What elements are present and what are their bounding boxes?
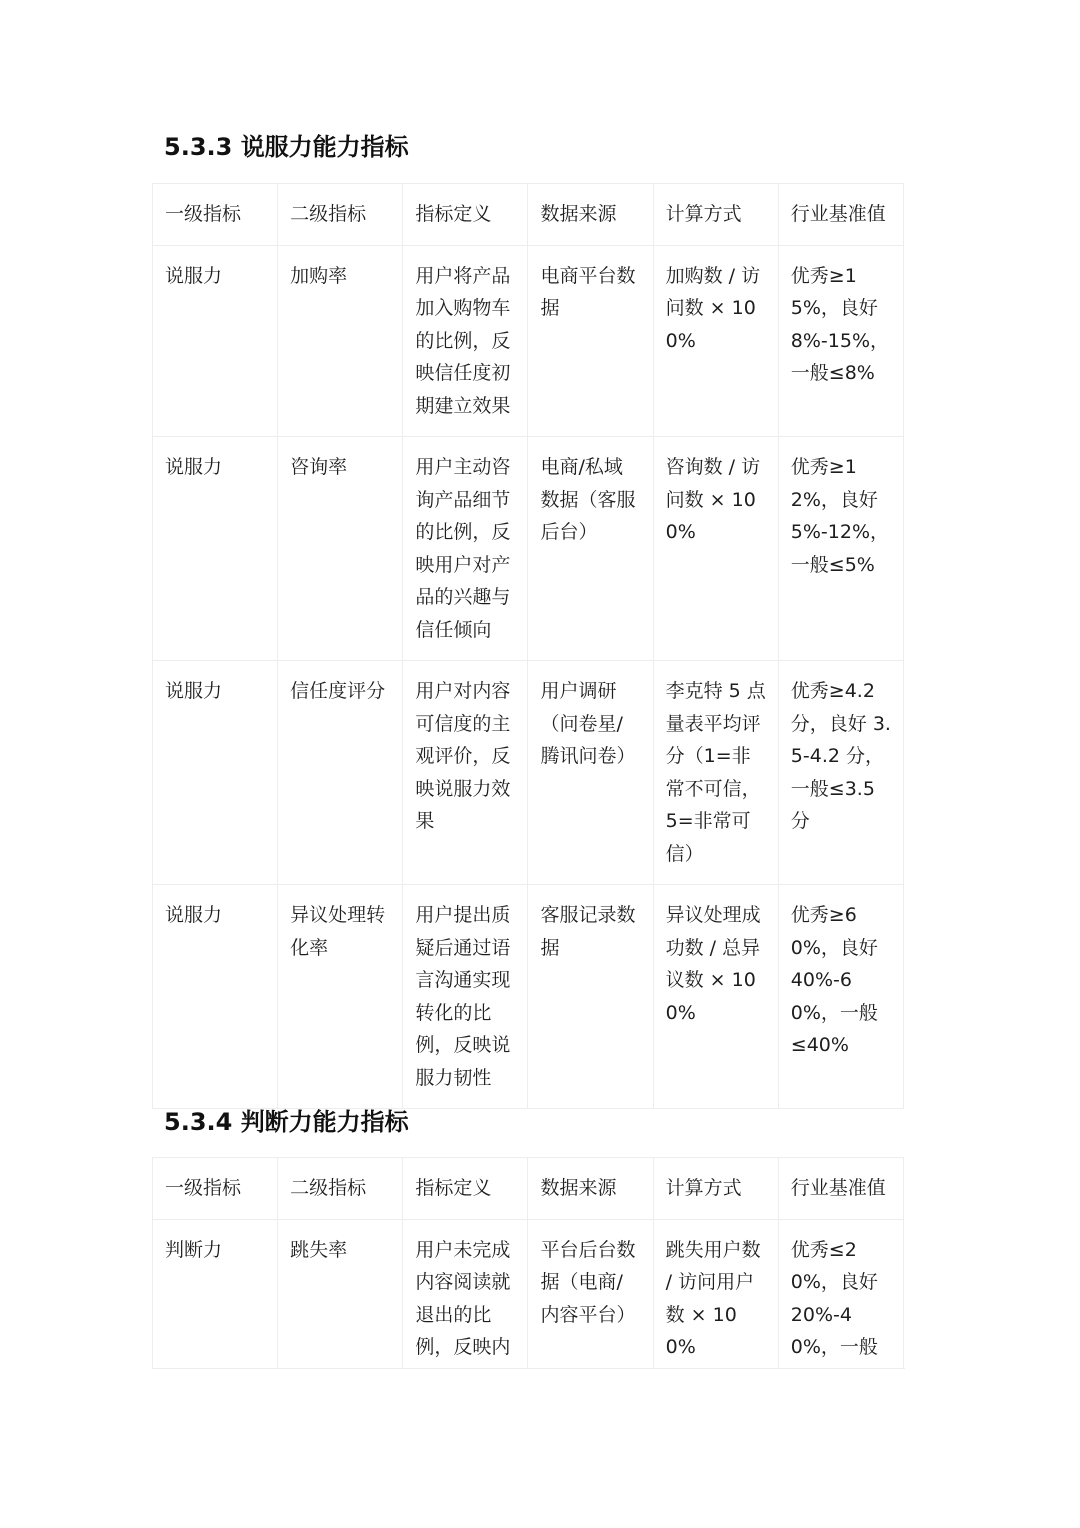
table-row — [153, 661, 904, 885]
table-cell-definition: 用户未完成内容阅读就退出的比例，反映内 — [403, 1219, 528, 1369]
table-row — [153, 437, 904, 661]
table-cell-source: 平台后台数据（电商/内容平台） — [528, 1219, 653, 1369]
table-cell-source: 客服记录数据 — [528, 885, 653, 1109]
table-cell-benchmark: 优秀≥60%，良好 40%-60%，一般≤40% — [778, 885, 903, 1109]
header-cell-level2: 二级指标 — [278, 1158, 403, 1220]
header-cell-calculation: 计算方式 — [653, 1158, 778, 1220]
section-title-judgment: 5.3.4 判断力能力指标 — [164, 1108, 409, 1136]
table-cell-calculation: 加购数 / 访问数 × 100% — [653, 245, 778, 437]
table-cell-calculation: 异议处理成功数 / 总异议数 × 100% — [653, 885, 778, 1109]
header-cell-calculation: 计算方式 — [653, 184, 778, 246]
table-cell-level2: 跳失率 — [278, 1219, 403, 1369]
table-row — [153, 885, 904, 1109]
header-cell-source: 数据来源 — [528, 184, 653, 246]
header-cell-source: 数据来源 — [528, 1158, 653, 1220]
table-row — [153, 1219, 904, 1369]
table-cell-level1: 说服力 — [153, 885, 278, 1109]
judgment-metrics-table — [152, 1157, 904, 1369]
header-cell-level2: 二级指标 — [278, 184, 403, 246]
table-cell-definition: 用户提出质疑后通过语言沟通实现转化的比例，反映说服力韧性 — [403, 885, 528, 1109]
persuasion-metrics-table — [152, 183, 904, 1109]
table-bottom-border — [152, 1368, 905, 1369]
table-cell-level2: 信任度评分 — [278, 661, 403, 885]
table-cell-calculation: 咨询数 / 访问数 × 100% — [653, 437, 778, 661]
table-cell-benchmark: 优秀≥4.2 分，良好 3.5-4.2 分，一般≤3.5 分 — [778, 661, 903, 885]
table-cell-definition: 用户对内容可信度的主观评价，反映说服力效果 — [403, 661, 528, 885]
table-cell-source: 电商/私域数据（客服后台） — [528, 437, 653, 661]
header-cell-benchmark: 行业基准值 — [778, 1158, 903, 1220]
table-cell-level2: 异议处理转化率 — [278, 885, 403, 1109]
table-cell-level2: 加购率 — [278, 245, 403, 437]
header-cell-level1: 一级指标 — [153, 1158, 278, 1220]
judgment-table-clip — [152, 1157, 905, 1369]
table-cell-definition: 用户主动咨询产品细节的比例，反映用户对产品的兴趣与信任倾向 — [403, 437, 528, 661]
table-cell-level1: 说服力 — [153, 437, 278, 661]
table-cell-source: 电商平台数据 — [528, 245, 653, 437]
table-header-row — [153, 1158, 904, 1220]
section-title-persuasion: 5.3.3 说服力能力指标 — [164, 133, 409, 161]
table-row — [153, 245, 904, 437]
table-cell-level1: 说服力 — [153, 245, 278, 437]
header-cell-benchmark: 行业基准值 — [778, 184, 903, 246]
table-cell-calculation: 跳失用户数 / 访问用户数 × 100% — [653, 1219, 778, 1369]
table-cell-level1: 判断力 — [153, 1219, 278, 1369]
header-cell-definition: 指标定义 — [403, 184, 528, 246]
table-cell-benchmark: 优秀≥12%，良好 5%-12%，一般≤5% — [778, 437, 903, 661]
table-cell-benchmark: 优秀≥15%，良好 8%-15%，一般≤8% — [778, 245, 903, 437]
table-cell-calculation: 李克特 5 点量表平均评分（1=非常不可信，5=非常可信） — [653, 661, 778, 885]
header-cell-level1: 一级指标 — [153, 184, 278, 246]
table-header-row — [153, 184, 904, 246]
table-cell-level1: 说服力 — [153, 661, 278, 885]
table-cell-definition: 用户将产品加入购物车的比例，反映信任度初期建立效果 — [403, 245, 528, 437]
table-cell-source: 用户调研（问卷星/腾讯问卷） — [528, 661, 653, 885]
header-cell-definition: 指标定义 — [403, 1158, 528, 1220]
table-cell-level2: 咨询率 — [278, 437, 403, 661]
table-cell-benchmark: 优秀≤20%，良好 20%-40%，一般 — [778, 1219, 903, 1369]
